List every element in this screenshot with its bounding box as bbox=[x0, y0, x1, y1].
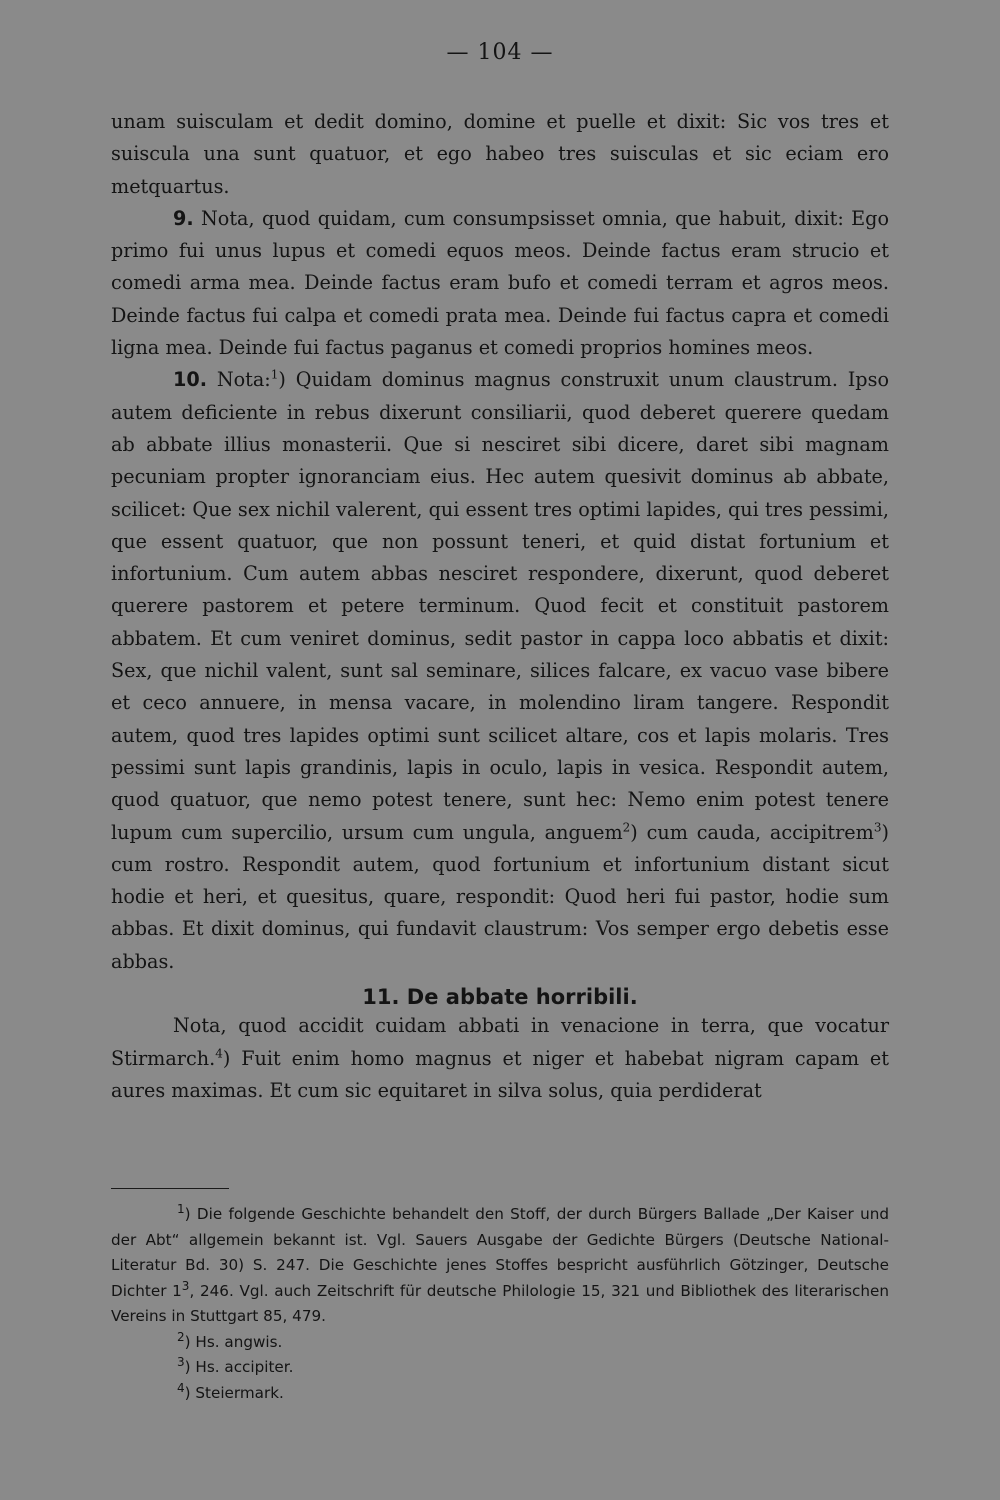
item-number: 10. bbox=[173, 368, 207, 392]
footnote-superscript: 3 bbox=[181, 1278, 190, 1293]
footnote-ref-1: 1 bbox=[270, 367, 279, 382]
footnote-ref-3: 3 bbox=[873, 820, 882, 835]
footnote-2 bbox=[111, 1330, 889, 1356]
footnote-divider bbox=[111, 1188, 229, 1189]
footnote-ref-4: 4 bbox=[215, 1046, 223, 1061]
footnote-mark: 2 bbox=[177, 1329, 185, 1344]
page-number: — 104 — bbox=[446, 40, 554, 65]
footnote-text: ) Hs. angwis. bbox=[184, 1332, 283, 1351]
paragraph-item-10 bbox=[111, 364, 889, 978]
paragraph-text: unam suisculam et dedit domino, domine et puelle et dixit: Sic vos tres et suiscula una sunt quatuor, et ego habeo tres suisculas et sic eciam ero metquartus. bbox=[111, 110, 889, 198]
paragraph-text-3: ) cum rostro. Respondit autem, quod fortunium et infortunium distant sicut hodie et heri, et quesitus, quare, respondit: Quod heri fui pastor, hodie sum abbas. Et dixit dominus, qui fundavit claustrum: Vos semper ergo debetis esse abbas. bbox=[111, 820, 889, 973]
footnote-ref-2: 2 bbox=[622, 820, 631, 835]
footnote-3 bbox=[111, 1355, 889, 1381]
item-number: 9. bbox=[173, 206, 194, 230]
section-heading: 11. De abbate horribili. bbox=[362, 985, 638, 1010]
footnotes bbox=[111, 1202, 889, 1406]
footnote-mark: 4 bbox=[177, 1380, 185, 1395]
paragraph-text: Nota, quod quidam, cum consumpsisset omnia, que habuit, dixit: Ego primo fui unus lupus et comedi equos meos. Deinde factus eram strucio et comedi arma mea. Deinde factus eram bufo et comedi terram et agros meos. Deinde factus fui calpa et comedi prata mea. Deinde fui factus capra et comedi ligna mea. Deinde fui factus paganus et comedi proprios homines meos. bbox=[111, 206, 889, 360]
footnote-mark: 1 bbox=[177, 1201, 185, 1216]
paragraph-text: Nota, quod accidit cuidam abbati in venacione in terra, que vocatur Stirmarch. bbox=[111, 1014, 889, 1070]
paragraph-lead: Nota: bbox=[207, 368, 271, 392]
paragraph-continuation bbox=[111, 106, 889, 203]
paragraph-item-11 bbox=[111, 1010, 889, 1107]
body-text bbox=[111, 106, 889, 1107]
footnote-4 bbox=[111, 1381, 889, 1407]
footnote-text-2: , 246. Vgl. auch Zeitschrift für deutsche Philologie 15, 321 und Bibliothek des literarischen Vereins in Stuttgart 85, 479. bbox=[111, 1281, 889, 1325]
footnote-text: ) Hs. accipiter. bbox=[184, 1358, 294, 1376]
footnote-1 bbox=[111, 1202, 889, 1330]
paragraph-text-2: ) cum cauda, accipitrem bbox=[630, 820, 874, 844]
paragraph-text: ) Quidam dominus magnus construxit unum claustrum. Ipso autem deficiente in rebus dixerunt consiliarii, quod deberet querere quedam ab abbate illius monasterii. Que si nesciret sibi dicere, daret sibi magnam pecuniam propter ignoranciam eius. Hec autem quesivit dominus ab abbate, scilicet: Que sex nichil valerent, qui essent tres optimi lapides, qui tres pessimi, que essent quatuor, que non possunt teneri, et quid distat fortunium et infortunium. Cum autem abbas nesciret respondere, dixerunt, quod deberet querere pastorem et petere terminum. Quod fecit et constituit pastorem abbatem. Et cum veniret dominus, sedit pastor in cappa loco abbatis et dixit: Sex, que nichil valent, sunt sal seminare, silices falcare, ex vacuo vase bibere et ceco annuere, in mensa vacare, in molendino liram tangere. Respondit autem, quod tres lapides optimi sunt scilicet altare, cos et lapis molaris. Tres pessimi sunt lapis grandinis, lapis in oculo, lapis in vesica. Respondit autem, quod quatuor, que nemo potest tenere, sunt hec: Nemo enim potest tenere lupum cum supercilio, ursum cum ungula, anguem bbox=[111, 368, 889, 844]
footnote-text: ) Die folgende Geschichte behandelt den Stoff, der durch Bürgers Ballade „Der Kaiser und der Abt“ allgemein bekannt ist. Vgl. Sauers Ausgabe der Gedichte Bürgers (Deutsche National-Literatur Bd. 30) S. 247. Die Geschichte jenes Stoffes bespricht ausführlich Götzinger, Deutsche Dichter 1 bbox=[111, 1205, 889, 1300]
footnote-mark: 3 bbox=[177, 1354, 185, 1369]
paragraph-item-9 bbox=[111, 203, 889, 364]
paragraph-text-2: ) Fuit enim homo magnus et niger et habebat nigram capam et aures maximas. Et cum sic equitaret in silva solus, quia perdiderat bbox=[111, 1046, 889, 1102]
footnote-text: ) Steiermark. bbox=[184, 1383, 284, 1402]
